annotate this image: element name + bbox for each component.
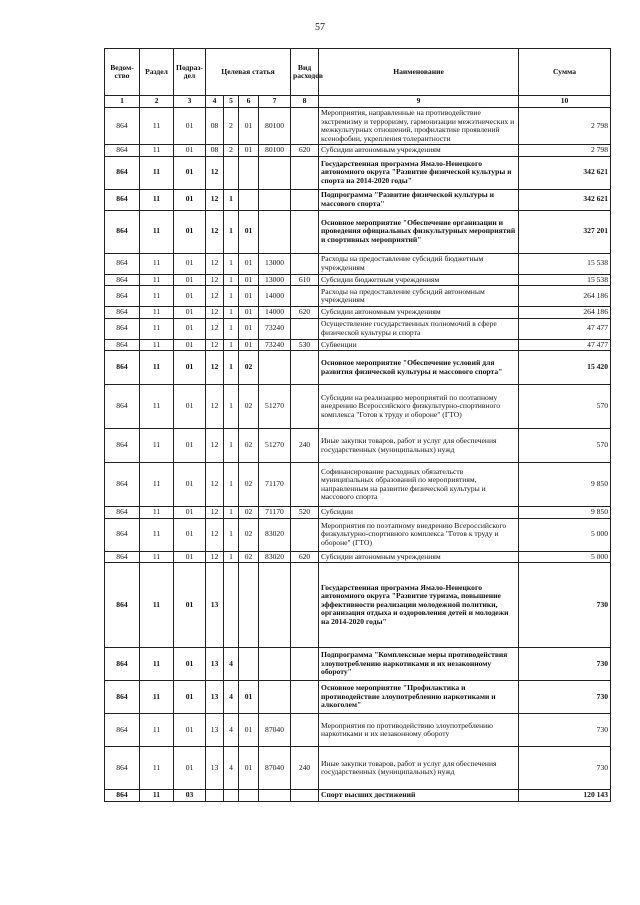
cell-measure: 01	[239, 307, 259, 319]
cell-department: 864	[105, 145, 140, 157]
cell-program: 12	[206, 189, 224, 210]
table-row	[105, 507, 611, 519]
cell-expense-type	[291, 681, 319, 714]
cell-section: 11	[140, 274, 174, 286]
cell-subsection: 01	[174, 156, 206, 189]
cell-subprogram: 4	[224, 714, 239, 747]
cell-subsection: 01	[174, 747, 206, 790]
cell-subsection: 01	[174, 463, 206, 507]
cell-program: 12	[206, 351, 224, 385]
cell-measure: 02	[239, 385, 259, 429]
cell-amount: 15 420	[519, 351, 611, 385]
col-header-amount: Сумма	[519, 49, 611, 96]
cell-direction	[259, 563, 291, 648]
cell-subsection: 01	[174, 429, 206, 463]
cell-program: 12	[206, 507, 224, 519]
cell-name: Основное мероприятие "Обеспечение условий для развития физической культуры и массового спорта"	[319, 351, 519, 385]
cell-measure: 01	[239, 210, 259, 253]
cell-amount: 730	[519, 563, 611, 648]
cell-subsection: 01	[174, 286, 206, 307]
cell-subsection: 01	[174, 274, 206, 286]
cell-subprogram: 1	[224, 351, 239, 385]
cell-department: 864	[105, 253, 140, 274]
cell-subsection: 01	[174, 210, 206, 253]
cell-direction: 13000	[259, 253, 291, 274]
cell-subsection: 01	[174, 507, 206, 519]
cell-direction: 83020	[259, 551, 291, 563]
cell-subsection: 01	[174, 145, 206, 157]
cell-subsection: 01	[174, 563, 206, 648]
cell-direction: 80100	[259, 108, 291, 145]
cell-amount: 47 477	[519, 318, 611, 339]
cell-program: 13	[206, 681, 224, 714]
cell-subsection: 01	[174, 681, 206, 714]
cell-amount: 730	[519, 648, 611, 681]
cell-section: 11	[140, 351, 174, 385]
cell-name: Основное мероприятие "Обеспечение организации и проведения официальных физкультурных мероприятий и спортивных мероприятий"	[319, 210, 519, 253]
cell-measure	[239, 790, 259, 802]
table-row	[105, 681, 611, 714]
cell-expense-type: 530	[291, 339, 319, 351]
cell-direction: 87040	[259, 714, 291, 747]
cell-subprogram	[224, 563, 239, 648]
cell-amount: 2 798	[519, 108, 611, 145]
cell-subprogram: 1	[224, 507, 239, 519]
cell-expense-type	[291, 108, 319, 145]
cell-name: Субсидии бюджетным учреждениям	[319, 274, 519, 286]
cell-section: 11	[140, 253, 174, 274]
cell-expense-type	[291, 210, 319, 253]
cell-subprogram: 4	[224, 681, 239, 714]
cell-name: Подпрограмма "Развитие физической культуры и массового спорта"	[319, 189, 519, 210]
table-row	[105, 747, 611, 790]
cell-program: 12	[206, 518, 224, 551]
cell-program: 12	[206, 385, 224, 429]
cell-measure: 01	[239, 714, 259, 747]
cell-subsection: 01	[174, 339, 206, 351]
table-row	[105, 108, 611, 145]
cell-subsection: 01	[174, 518, 206, 551]
header-row	[105, 49, 611, 96]
cell-name: Субсидии автономным учреждениям	[319, 145, 519, 157]
table-row	[105, 551, 611, 563]
cell-direction: 51270	[259, 385, 291, 429]
cell-subprogram: 2	[224, 108, 239, 145]
cell-section: 11	[140, 145, 174, 157]
cell-measure: 01	[239, 108, 259, 145]
cell-direction	[259, 189, 291, 210]
cell-direction: 83020	[259, 518, 291, 551]
cell-amount: 570	[519, 385, 611, 429]
cell-amount: 9 850	[519, 507, 611, 519]
cell-subprogram: 1	[224, 429, 239, 463]
cell-department: 864	[105, 747, 140, 790]
cell-amount: 342 621	[519, 189, 611, 210]
cell-department: 864	[105, 714, 140, 747]
cell-subsection: 01	[174, 253, 206, 274]
cell-amount: 15 538	[519, 253, 611, 274]
table-row	[105, 156, 611, 189]
cell-section: 11	[140, 507, 174, 519]
cell-department: 864	[105, 518, 140, 551]
cell-expense-type	[291, 648, 319, 681]
cell-amount: 730	[519, 681, 611, 714]
cell-measure	[239, 563, 259, 648]
cell-measure: 02	[239, 429, 259, 463]
cell-subprogram: 1	[224, 253, 239, 274]
cell-expense-type	[291, 714, 319, 747]
cell-name: Расходы на предоставление субсидий бюджетным учреждениям	[319, 253, 519, 274]
cell-department: 864	[105, 563, 140, 648]
cell-name: Иные закупки товаров, работ и услуг для обеспечения государственных (муниципальных) нужд	[319, 429, 519, 463]
cell-section: 11	[140, 747, 174, 790]
cell-department: 864	[105, 339, 140, 351]
col-header-target-article: Целевая статья	[206, 49, 291, 96]
cell-subprogram: 1	[224, 518, 239, 551]
cell-program: 08	[206, 108, 224, 145]
col-number: 2	[140, 96, 174, 108]
cell-measure: 01	[239, 286, 259, 307]
cell-amount: 47 477	[519, 339, 611, 351]
cell-name: Мероприятия, направленные на противодействие экстремизму и терроризму, гармонизации межэтнических и межкультурных отношений, профилактике проявлений ксенофобии, укрепления толерантности	[319, 108, 519, 145]
cell-department: 864	[105, 210, 140, 253]
table-body	[105, 108, 611, 802]
col-number: 6	[239, 96, 259, 108]
cell-measure: 01	[239, 318, 259, 339]
cell-expense-type: 620	[291, 307, 319, 319]
cell-expense-type	[291, 286, 319, 307]
cell-name: Мероприятия по противодействию злоупотреблению наркотиками и их незаконному обороту	[319, 714, 519, 747]
cell-direction: 13000	[259, 274, 291, 286]
cell-program: 12	[206, 307, 224, 319]
cell-program: 12	[206, 286, 224, 307]
cell-measure: 01	[239, 681, 259, 714]
cell-name: Субсидии на реализацию мероприятий по поэтапному внедрению Всероссийского физкультурно-спортивного комплекса "Готов к труду и обороне" (ГТО)	[319, 385, 519, 429]
cell-direction: 73240	[259, 318, 291, 339]
cell-subprogram	[224, 790, 239, 802]
cell-department: 864	[105, 351, 140, 385]
cell-direction: 14000	[259, 307, 291, 319]
cell-section: 11	[140, 108, 174, 145]
cell-subprogram: 1	[224, 274, 239, 286]
cell-subprogram: 1	[224, 339, 239, 351]
cell-subsection: 01	[174, 385, 206, 429]
cell-department: 864	[105, 318, 140, 339]
cell-measure: 01	[239, 339, 259, 351]
cell-department: 864	[105, 648, 140, 681]
col-header-name: Наименование	[319, 49, 519, 96]
cell-direction: 87040	[259, 747, 291, 790]
cell-amount: 264 186	[519, 307, 611, 319]
col-header-section: Раздел	[140, 49, 174, 96]
cell-program	[206, 790, 224, 802]
cell-name: Мероприятия по поэтапному внедрению Всероссийского физкультурно-спортивного комплекса "Готов к труду и обороне" (ГТО)	[319, 518, 519, 551]
cell-name: Расходы на предоставление субсидий автономным учреждениям	[319, 286, 519, 307]
col-number: 10	[519, 96, 611, 108]
cell-expense-type: 620	[291, 551, 319, 563]
cell-amount: 9 850	[519, 463, 611, 507]
cell-program: 13	[206, 648, 224, 681]
cell-program: 08	[206, 145, 224, 157]
cell-subsection: 03	[174, 790, 206, 802]
cell-program: 12	[206, 253, 224, 274]
table-row	[105, 648, 611, 681]
cell-program: 13	[206, 563, 224, 648]
cell-section: 11	[140, 156, 174, 189]
cell-amount: 5 000	[519, 518, 611, 551]
col-number: 3	[174, 96, 206, 108]
cell-subprogram: 1	[224, 307, 239, 319]
cell-section: 11	[140, 463, 174, 507]
cell-direction: 71170	[259, 507, 291, 519]
cell-expense-type: 620	[291, 145, 319, 157]
cell-expense-type	[291, 463, 319, 507]
cell-amount: 342 621	[519, 156, 611, 189]
col-number: 4	[206, 96, 224, 108]
cell-expense-type: 240	[291, 429, 319, 463]
cell-name: Государственная программа Ямало-Ненецкого автономного округа "Развитие туризма, повышение эффективности реализации молодежной политики, организация отдыха и оздоровления детей и молодежи на 2014-2020 годы"	[319, 563, 519, 648]
cell-amount: 120 143	[519, 790, 611, 802]
cell-expense-type	[291, 253, 319, 274]
cell-section: 11	[140, 648, 174, 681]
column-numbers-row	[105, 96, 611, 108]
cell-measure: 02	[239, 551, 259, 563]
cell-department: 864	[105, 156, 140, 189]
cell-name: Субсидии автономным учреждениям	[319, 551, 519, 563]
cell-subsection: 01	[174, 351, 206, 385]
cell-amount: 570	[519, 429, 611, 463]
cell-measure: 02	[239, 463, 259, 507]
cell-department: 864	[105, 108, 140, 145]
cell-expense-type	[291, 563, 319, 648]
cell-expense-type: 610	[291, 274, 319, 286]
cell-amount: 730	[519, 747, 611, 790]
cell-subprogram: 1	[224, 210, 239, 253]
col-number: 8	[291, 96, 319, 108]
table-row	[105, 145, 611, 157]
cell-name: Софинансирование расходных обязательств муниципальных образований по мероприятиям, направленным на развитие физической культуры и массового спорта	[319, 463, 519, 507]
cell-program: 12	[206, 463, 224, 507]
cell-measure: 02	[239, 351, 259, 385]
table-row	[105, 253, 611, 274]
cell-department: 864	[105, 463, 140, 507]
cell-department: 864	[105, 790, 140, 802]
table-row	[105, 518, 611, 551]
cell-expense-type	[291, 385, 319, 429]
cell-subsection: 01	[174, 108, 206, 145]
cell-direction	[259, 351, 291, 385]
cell-expense-type	[291, 790, 319, 802]
table-row	[105, 307, 611, 319]
cell-section: 11	[140, 318, 174, 339]
cell-subsection: 01	[174, 714, 206, 747]
table-row	[105, 563, 611, 648]
cell-direction: 51270	[259, 429, 291, 463]
budget-table	[104, 48, 611, 802]
cell-department: 864	[105, 286, 140, 307]
cell-section: 11	[140, 551, 174, 563]
cell-expense-type	[291, 189, 319, 210]
cell-subprogram: 1	[224, 463, 239, 507]
table-row	[105, 714, 611, 747]
cell-name: Спорт высших достижений	[319, 790, 519, 802]
table-row	[105, 463, 611, 507]
cell-name: Основное мероприятие "Профилактика и противодействие злоупотреблению наркотиками и алкоголем"	[319, 681, 519, 714]
cell-section: 11	[140, 790, 174, 802]
cell-expense-type	[291, 318, 319, 339]
cell-name: Осуществление государственных полномочий в сфере физической культуры и спорта	[319, 318, 519, 339]
cell-department: 864	[105, 307, 140, 319]
cell-program: 13	[206, 747, 224, 790]
cell-program: 12	[206, 318, 224, 339]
cell-program: 12	[206, 429, 224, 463]
cell-section: 11	[140, 286, 174, 307]
cell-direction	[259, 210, 291, 253]
cell-section: 11	[140, 563, 174, 648]
table-row	[105, 318, 611, 339]
cell-program: 12	[206, 551, 224, 563]
cell-department: 864	[105, 189, 140, 210]
cell-subsection: 01	[174, 307, 206, 319]
col-number: 5	[224, 96, 239, 108]
cell-amount: 2 798	[519, 145, 611, 157]
cell-amount: 327 201	[519, 210, 611, 253]
cell-section: 11	[140, 210, 174, 253]
cell-direction	[259, 681, 291, 714]
table-row	[105, 790, 611, 802]
cell-section: 11	[140, 714, 174, 747]
col-header-expense-type: Вид расходов	[291, 49, 319, 96]
cell-measure: 02	[239, 518, 259, 551]
cell-measure: 01	[239, 274, 259, 286]
col-header-subsection: Подраз-дел	[174, 49, 206, 96]
cell-measure: 01	[239, 253, 259, 274]
cell-expense-type: 520	[291, 507, 319, 519]
cell-name: Субсидии	[319, 507, 519, 519]
cell-subprogram: 1	[224, 189, 239, 210]
cell-direction: 80100	[259, 145, 291, 157]
table-row	[105, 189, 611, 210]
table-row	[105, 385, 611, 429]
cell-name: Иные закупки товаров, работ и услуг для обеспечения государственных (муниципальных) нужд	[319, 747, 519, 790]
cell-expense-type	[291, 518, 319, 551]
cell-name: Государственная программа Ямало-Ненецкого автономного округа "Развитие физической культуры и спорта на 2014-2020 годы"	[319, 156, 519, 189]
cell-measure: 02	[239, 507, 259, 519]
cell-subsection: 01	[174, 189, 206, 210]
col-number: 9	[319, 96, 519, 108]
cell-program: 12	[206, 156, 224, 189]
table-row	[105, 210, 611, 253]
cell-program: 12	[206, 339, 224, 351]
cell-amount: 15 538	[519, 274, 611, 286]
cell-name: Субвенции	[319, 339, 519, 351]
table-row	[105, 274, 611, 286]
cell-measure	[239, 189, 259, 210]
cell-subsection: 01	[174, 648, 206, 681]
table-row	[105, 429, 611, 463]
cell-program: 13	[206, 714, 224, 747]
cell-subprogram: 1	[224, 385, 239, 429]
cell-section: 11	[140, 189, 174, 210]
cell-expense-type: 240	[291, 747, 319, 790]
table-row	[105, 339, 611, 351]
cell-subprogram: 4	[224, 648, 239, 681]
cell-measure: 01	[239, 747, 259, 790]
page-number: 57	[315, 22, 325, 33]
cell-direction: 71170	[259, 463, 291, 507]
cell-expense-type	[291, 156, 319, 189]
cell-department: 864	[105, 274, 140, 286]
cell-measure: 01	[239, 145, 259, 157]
cell-amount: 730	[519, 714, 611, 747]
cell-amount: 5 000	[519, 551, 611, 563]
cell-subprogram: 4	[224, 747, 239, 790]
cell-subprogram: 1	[224, 551, 239, 563]
cell-subsection: 01	[174, 551, 206, 563]
col-number: 7	[259, 96, 291, 108]
cell-program: 12	[206, 210, 224, 253]
cell-expense-type	[291, 351, 319, 385]
cell-subsection: 01	[174, 318, 206, 339]
cell-direction: 73240	[259, 339, 291, 351]
cell-section: 11	[140, 681, 174, 714]
cell-name: Субсидии автономным учреждениям	[319, 307, 519, 319]
cell-subprogram: 1	[224, 286, 239, 307]
cell-direction	[259, 648, 291, 681]
cell-direction	[259, 790, 291, 802]
cell-name: Подпрограмма "Комплексные меры противодействия злоупотреблению наркотиками и их незаконному обороту"	[319, 648, 519, 681]
cell-direction	[259, 156, 291, 189]
cell-department: 864	[105, 429, 140, 463]
cell-section: 11	[140, 307, 174, 319]
cell-section: 11	[140, 518, 174, 551]
cell-subprogram: 1	[224, 318, 239, 339]
cell-department: 864	[105, 551, 140, 563]
cell-department: 864	[105, 385, 140, 429]
col-header-department: Ведом-ство	[105, 49, 140, 96]
cell-measure	[239, 648, 259, 681]
cell-section: 11	[140, 339, 174, 351]
cell-program: 12	[206, 274, 224, 286]
cell-department: 864	[105, 681, 140, 714]
cell-section: 11	[140, 385, 174, 429]
cell-department: 864	[105, 507, 140, 519]
cell-measure	[239, 156, 259, 189]
cell-section: 11	[140, 429, 174, 463]
cell-subprogram	[224, 156, 239, 189]
cell-subprogram: 2	[224, 145, 239, 157]
table-row	[105, 351, 611, 385]
col-number: 1	[105, 96, 140, 108]
table-row	[105, 286, 611, 307]
cell-amount: 264 186	[519, 286, 611, 307]
cell-direction: 14000	[259, 286, 291, 307]
